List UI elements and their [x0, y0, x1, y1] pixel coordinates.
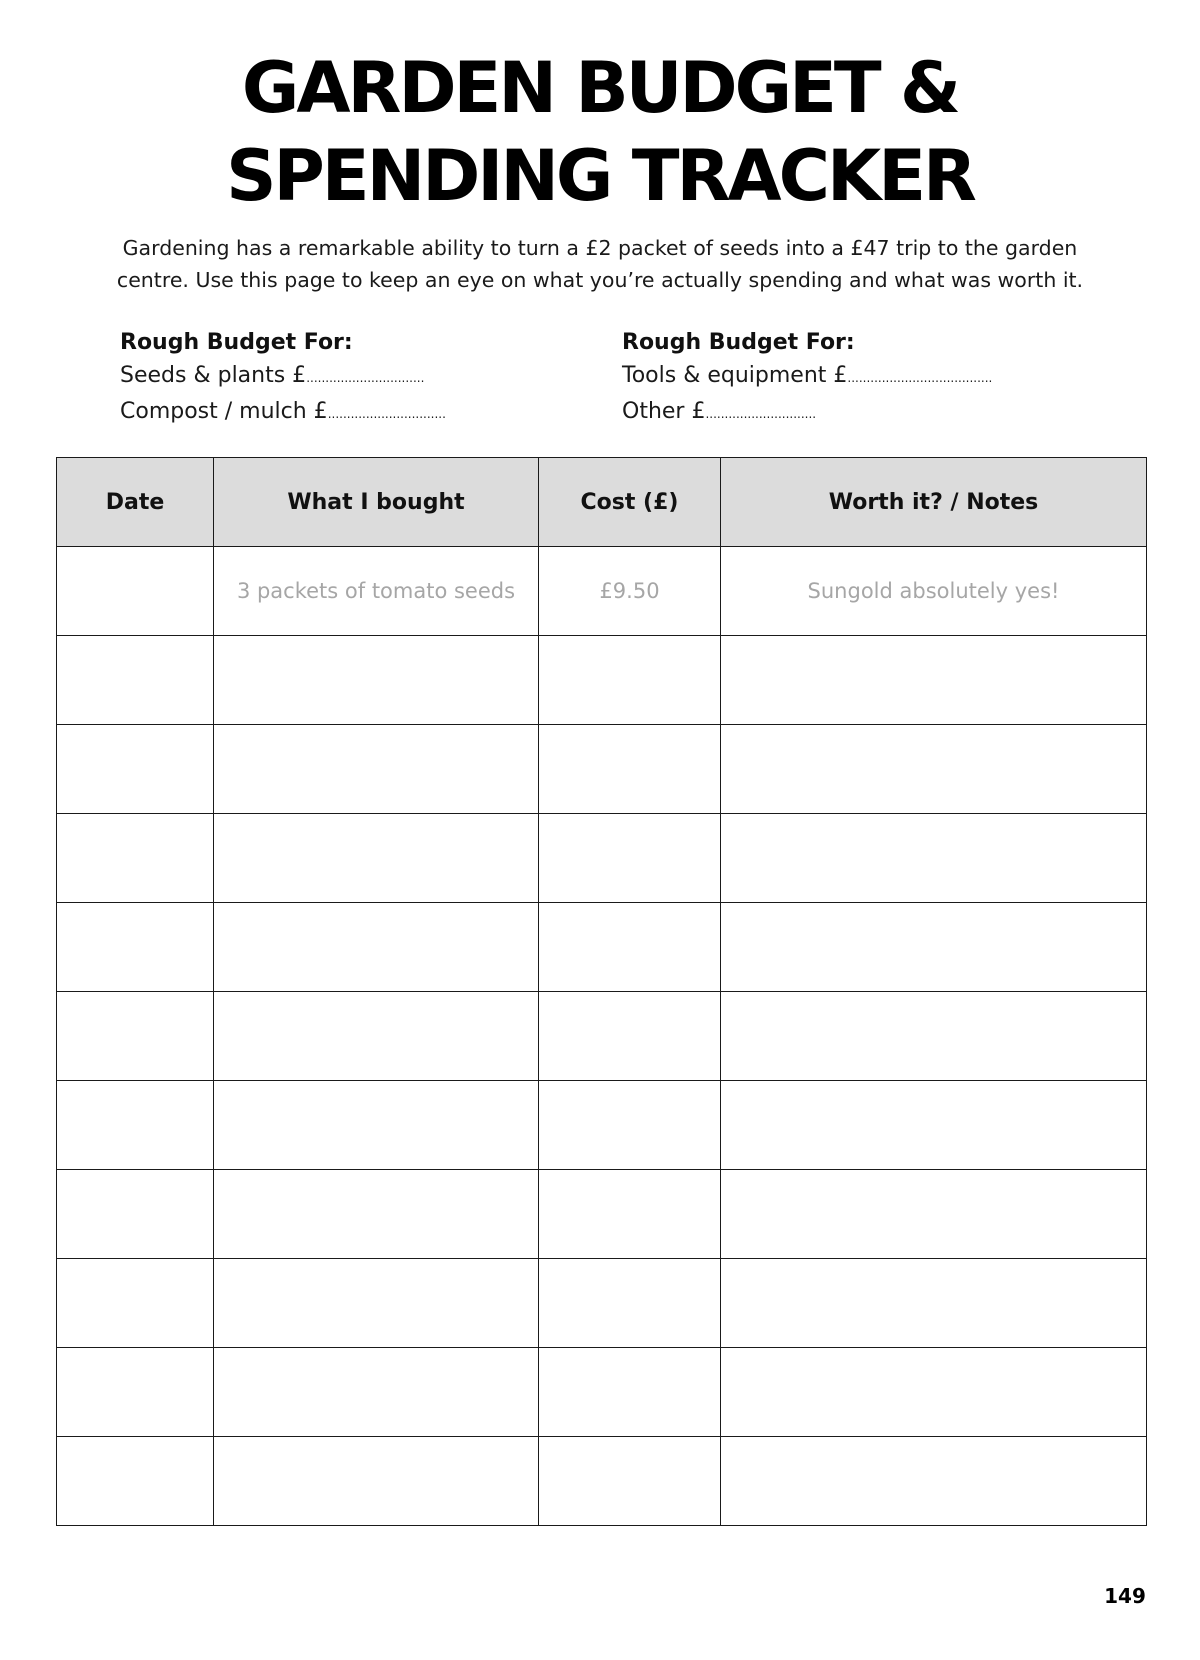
cell-item-example[interactable]: 3 packets of tomato seeds [214, 547, 539, 636]
cell-cost[interactable] [539, 814, 721, 903]
cell-date[interactable] [57, 1437, 214, 1526]
cell-cost[interactable] [539, 725, 721, 814]
budget-fill-dots: ...................................... [847, 371, 993, 385]
cell-cost[interactable] [539, 1437, 721, 1526]
cell-notes[interactable] [721, 1437, 1147, 1526]
cell-cost[interactable] [539, 1081, 721, 1170]
cell-item[interactable] [214, 1437, 539, 1526]
budget-label: Tools & equipment £ [622, 363, 848, 388]
cell-notes[interactable] [721, 725, 1147, 814]
table-row [57, 1437, 1147, 1526]
header-what-i-bought: What I bought [214, 458, 539, 547]
cell-date[interactable] [57, 1170, 214, 1259]
page-title [0, 44, 1200, 220]
cell-date[interactable] [57, 547, 214, 636]
cell-date[interactable] [57, 814, 214, 903]
cell-item[interactable] [214, 1170, 539, 1259]
cell-notes[interactable] [721, 903, 1147, 992]
cell-date[interactable] [57, 1348, 214, 1437]
cell-item[interactable] [214, 814, 539, 903]
cell-notes[interactable] [721, 1259, 1147, 1348]
intro-line-1: Gardening has a remarkable ability to turn a £2 packet of seeds into a £47 trip to the garden [122, 236, 1078, 260]
cell-notes-example[interactable]: Sungold absolutely yes! [721, 547, 1147, 636]
budget-block-left [120, 326, 446, 431]
header-worth-it-notes: Worth it? / Notes [721, 458, 1147, 547]
cell-date[interactable] [57, 1081, 214, 1170]
table-row [57, 1170, 1147, 1259]
budget-label: Compost / mulch £ [120, 399, 328, 424]
budget-heading-right: Rough Budget For: [622, 330, 855, 355]
budget-fill-dots: ............................... [327, 407, 446, 421]
cell-date[interactable] [57, 1259, 214, 1348]
cell-cost[interactable] [539, 636, 721, 725]
page-number: 149 [1104, 1584, 1146, 1608]
budget-line-tools-equipment[interactable] [622, 359, 992, 395]
cell-notes[interactable] [721, 1348, 1147, 1437]
cell-notes[interactable] [721, 814, 1147, 903]
cell-notes[interactable] [721, 992, 1147, 1081]
table-row [57, 903, 1147, 992]
cell-item[interactable] [214, 725, 539, 814]
cell-date[interactable] [57, 903, 214, 992]
budget-label: Other £ [622, 399, 706, 424]
cell-item[interactable] [214, 903, 539, 992]
cell-cost[interactable] [539, 1170, 721, 1259]
cell-cost[interactable] [539, 1348, 721, 1437]
cell-date[interactable] [57, 992, 214, 1081]
table-row [57, 725, 1147, 814]
table-row [57, 814, 1147, 903]
table-header-row [57, 458, 1147, 547]
spending-table [56, 457, 1147, 1526]
title-line-1: GARDEN BUDGET & [241, 47, 959, 129]
cell-date[interactable] [57, 725, 214, 814]
table-row [57, 1348, 1147, 1437]
cell-cost-example[interactable]: £9.50 [539, 547, 721, 636]
header-cost: Cost (£) [539, 458, 721, 547]
cell-cost[interactable] [539, 903, 721, 992]
table-row [57, 1259, 1147, 1348]
cell-item[interactable] [214, 636, 539, 725]
budget-line-other[interactable] [622, 395, 992, 431]
budget-block-right [622, 326, 992, 431]
budget-line-compost-mulch[interactable] [120, 395, 446, 431]
cell-item[interactable] [214, 992, 539, 1081]
header-date: Date [57, 458, 214, 547]
intro-line-2: centre. Use this page to keep an eye on what you’re actually spending and what was worth it. [116, 268, 1084, 292]
table-row [57, 636, 1147, 725]
budget-label: Seeds & plants £ [120, 363, 307, 388]
title-line-2: SPENDING TRACKER [226, 135, 974, 217]
budget-line-seeds-plants[interactable] [120, 359, 446, 395]
table-row-example [57, 547, 1147, 636]
cell-cost[interactable] [539, 992, 721, 1081]
budget-fill-dots: ............................... [306, 371, 425, 385]
cell-cost[interactable] [539, 1259, 721, 1348]
cell-notes[interactable] [721, 1081, 1147, 1170]
cell-item[interactable] [214, 1259, 539, 1348]
cell-date[interactable] [57, 636, 214, 725]
cell-notes[interactable] [721, 1170, 1147, 1259]
table-row [57, 992, 1147, 1081]
table-row [57, 1081, 1147, 1170]
intro-paragraph [110, 232, 1090, 296]
budget-heading-left: Rough Budget For: [120, 330, 353, 355]
cell-item[interactable] [214, 1081, 539, 1170]
budget-fill-dots: ............................. [705, 407, 817, 421]
cell-notes[interactable] [721, 636, 1147, 725]
cell-item[interactable] [214, 1348, 539, 1437]
